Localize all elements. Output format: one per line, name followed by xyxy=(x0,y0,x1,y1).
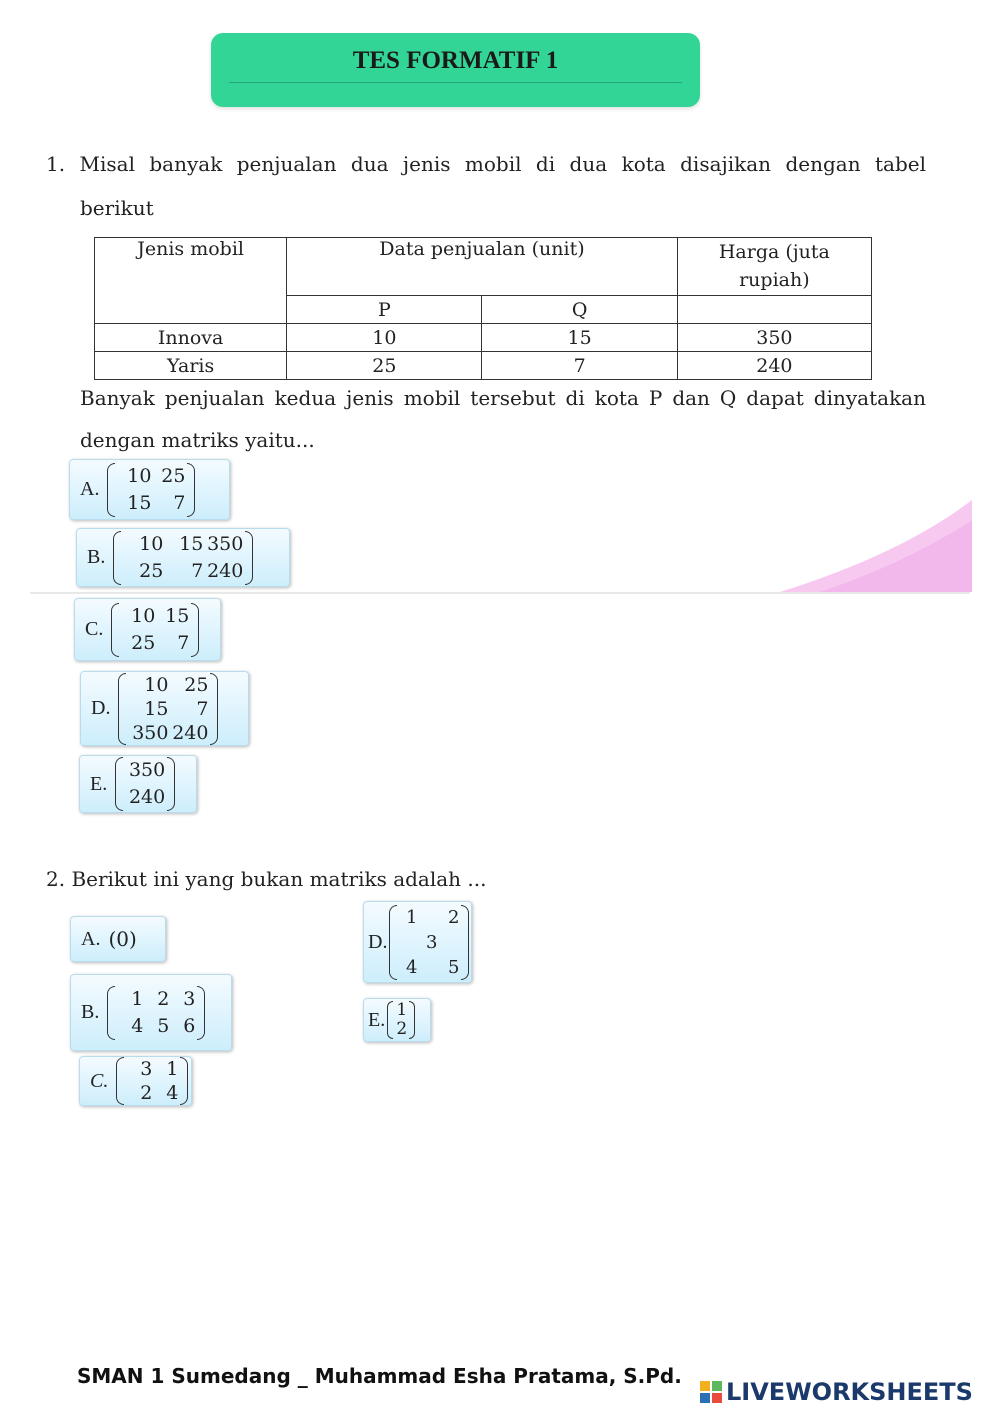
th-harga: Harga (juta rupiah) xyxy=(677,238,871,296)
matrix-cell: 2 xyxy=(448,906,460,928)
option-letter: B. xyxy=(87,546,106,568)
q2-text: 2. Berikut ini yang bukan matriks adalah ... xyxy=(46,867,487,891)
th-kota-p: P xyxy=(287,296,482,324)
th-data-penjualan: Data penjualan (unit) xyxy=(287,238,678,296)
matrix-cell: 25 xyxy=(131,631,156,654)
q1-text-line1: 1. Misal banyak penjualan dua jenis mobil di dua kota disajikan dengan tabel xyxy=(46,152,926,176)
matrix xyxy=(389,905,469,980)
matrix-cell: 7 xyxy=(177,631,190,654)
cell-harga: 240 xyxy=(677,352,871,380)
matrix-cell: 15 xyxy=(179,532,204,555)
cell-harga: 350 xyxy=(677,324,871,352)
cell-q: 7 xyxy=(482,352,677,380)
matrix-cell xyxy=(417,905,437,930)
matrix-cell: 1 xyxy=(396,1000,408,1020)
option-letter: C. xyxy=(90,1069,109,1092)
option-letter: A. xyxy=(80,478,100,500)
matrix-cell: 10 xyxy=(131,604,156,627)
matrix-cell: 4 xyxy=(406,956,418,978)
matrix-cell: 3 xyxy=(183,987,196,1010)
matrix-cell: 240 xyxy=(207,559,244,582)
option-letter: B. xyxy=(81,1001,100,1023)
matrix-cell: 240 xyxy=(128,786,166,808)
q2-option-b[interactable] xyxy=(70,974,232,1051)
matrix-cell: 25 xyxy=(139,559,164,582)
q1-option-c[interactable] xyxy=(74,598,221,661)
q1-option-b[interactable] xyxy=(76,528,290,587)
matrix-cell: 10 xyxy=(127,464,152,487)
decorative-swoosh xyxy=(760,500,972,592)
liveworksheets-logo[interactable] xyxy=(700,1378,973,1406)
matrix-cell: 240 xyxy=(172,721,209,744)
matrix-cell xyxy=(417,955,437,980)
matrix-cell: 7 xyxy=(196,697,209,720)
option-letter: D. xyxy=(91,697,111,719)
title-banner xyxy=(211,33,700,107)
matrix-cell: 1 xyxy=(131,987,144,1010)
q1-option-e[interactable] xyxy=(79,755,197,813)
th-jenis-mobil: Jenis mobil xyxy=(95,238,287,324)
q2-option-c[interactable] xyxy=(79,1056,192,1106)
matrix-cell: 2 xyxy=(140,1082,153,1104)
option-letter: E. xyxy=(368,1008,386,1031)
matrix xyxy=(115,757,175,811)
matrix-cell: 5 xyxy=(157,1014,170,1037)
matrix-cell: 3 xyxy=(140,1058,153,1080)
matrix-cell: 4 xyxy=(131,1014,144,1037)
matrix-cell: 25 xyxy=(161,464,186,487)
matrix-cell: 2 xyxy=(396,1019,408,1039)
option-letter: C. xyxy=(85,618,104,640)
matrix-cell xyxy=(399,930,417,955)
matrix-cell: 6 xyxy=(183,1014,196,1037)
matrix-cell: 10 xyxy=(139,532,164,555)
table-row xyxy=(95,324,872,352)
option-letter: A. xyxy=(81,927,101,950)
matrix-cell: 1 xyxy=(166,1058,179,1080)
q1-option-a[interactable] xyxy=(69,459,230,520)
th-kota-q: Q xyxy=(482,296,677,324)
matrix xyxy=(113,531,253,585)
matrix xyxy=(107,986,205,1040)
divider xyxy=(30,592,970,594)
matrix-cell: 15 xyxy=(144,697,169,720)
matrix-cell: 1 xyxy=(406,906,418,928)
matrix xyxy=(107,463,195,517)
matrix-cell: 7 xyxy=(173,491,186,514)
q1-text-line4: dengan matriks yaitu... xyxy=(80,428,315,452)
sales-table xyxy=(94,237,872,380)
matrix-cell: 7 xyxy=(191,559,204,582)
cell-p: 10 xyxy=(287,324,482,352)
matrix-cell: 10 xyxy=(144,673,169,696)
matrix-cell: 350 xyxy=(132,721,169,744)
matrix-cell: 3 xyxy=(426,931,438,953)
matrix xyxy=(116,1057,188,1105)
q2-option-e[interactable] xyxy=(363,998,431,1042)
matrix-cell: 350 xyxy=(207,532,244,555)
option-expression: (0) xyxy=(108,927,137,951)
cell-p: 25 xyxy=(287,352,482,380)
matrix-cell: 5 xyxy=(448,956,460,978)
matrix-cell xyxy=(437,930,459,955)
page-title: TES FORMATIF 1 xyxy=(352,47,559,74)
q2-option-d[interactable] xyxy=(363,901,472,983)
table-row xyxy=(95,352,872,380)
q1-option-d[interactable] xyxy=(80,671,249,746)
footer-author: SMAN 1 Sumedang _ Muhammad Esha Pratama, S.Pd. xyxy=(77,1364,682,1388)
brand-name: LIVEWORKSHEETS xyxy=(726,1378,973,1406)
matrix-cell: 2 xyxy=(157,987,170,1010)
q1-text-line2: berikut xyxy=(80,196,154,220)
th-empty xyxy=(677,296,871,324)
q1-text-line3: Banyak penjualan kedua jenis mobil tersebut di kota P dan Q dapat dinyatakan xyxy=(80,386,926,410)
matrix-cell: 15 xyxy=(127,491,152,514)
option-letter: D. xyxy=(368,930,388,953)
matrix xyxy=(118,673,218,745)
cell-name: Innova xyxy=(95,324,287,352)
matrix-cell: 25 xyxy=(184,673,209,696)
matrix-cell: 350 xyxy=(128,759,166,781)
matrix-cell: 4 xyxy=(166,1082,179,1104)
q2-option-a[interactable] xyxy=(70,916,166,962)
option-letter: E. xyxy=(90,772,108,795)
liveworksheets-icon xyxy=(700,1381,722,1403)
matrix xyxy=(387,1001,415,1039)
cell-name: Yaris xyxy=(95,352,287,380)
matrix-cell: 15 xyxy=(165,604,190,627)
title-underline xyxy=(229,82,682,83)
matrix xyxy=(111,603,199,657)
cell-q: 15 xyxy=(482,324,677,352)
